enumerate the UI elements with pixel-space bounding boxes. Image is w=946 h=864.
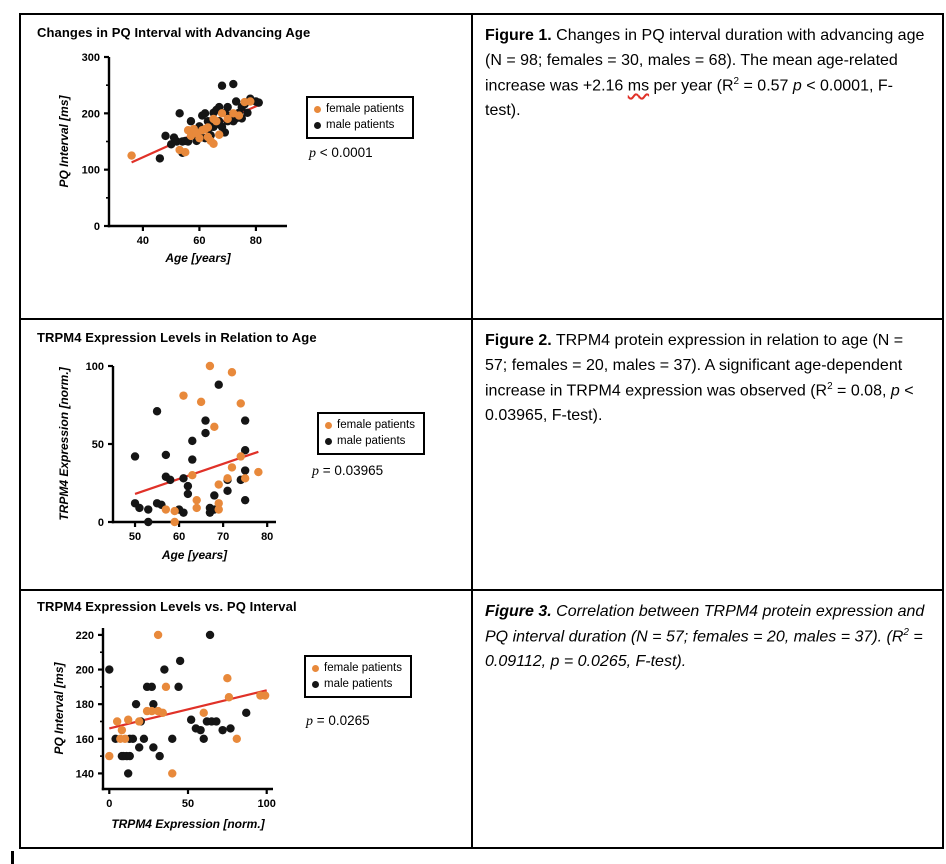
svg-text:200: 200	[75, 664, 94, 677]
chart2-title: TRPM4 Expression Levels in Relation to Age	[37, 330, 317, 345]
svg-text:80: 80	[261, 531, 274, 543]
svg-text:TRPM4 Expression [norm.]: TRPM4 Expression [norm.]	[57, 367, 71, 521]
svg-text:100: 100	[81, 164, 100, 177]
figure3-chart-cell	[21, 591, 473, 847]
legend-female-label: female patients	[326, 103, 404, 115]
figure2-caption[interactable]: Figure 2. TRPM4 protein expression in relation to age (N = 57; females = 20, males = 37). A significant age-dependent increase in TRPM4 expression was observed ($R^2 = 0.08$, p < 0.03965, F-test).	[473, 320, 942, 591]
female-dot-icon	[312, 665, 319, 672]
figure2-chart-cell	[21, 320, 473, 591]
svg-text:160: 160	[75, 733, 94, 746]
svg-text:100: 100	[257, 798, 276, 810]
svg-text:50: 50	[128, 531, 142, 543]
svg-text:300: 300	[81, 52, 100, 64]
chart1-p-value: p < 0.0001	[309, 145, 373, 161]
svg-text:70: 70	[217, 531, 230, 543]
chart1-scatter[interactable]	[54, 44, 299, 269]
legend-item-male	[325, 433, 415, 449]
legend-male-label: male patients	[326, 119, 395, 132]
chart3-legend	[304, 655, 412, 698]
male-dot-icon	[314, 122, 321, 129]
figures-table	[19, 13, 944, 849]
svg-text:80: 80	[249, 235, 263, 247]
figure3-caption[interactable]: Figure 3. Correlation between TRPM4 protein expression and PQ interval duration (N = 57; females = 20, males = 37). ($R^2 = 0.09112$, p = 0.0265, F-test).	[485, 603, 925, 670]
male-dot-icon	[312, 681, 319, 688]
svg-text:PQ Interval [ms]: PQ Interval [ms]	[52, 662, 66, 755]
svg-text:100: 100	[85, 361, 104, 373]
figure1-chart-cell	[21, 15, 473, 320]
legend-male-label: male patients	[337, 435, 406, 448]
svg-text:0: 0	[97, 517, 104, 529]
figure1-caption[interactable]: Figure 1. Changes in PQ interval duration with advancing age (N = 98; females = 30, males = 68). The mean age-related increase was +2.16 ms per year ($R^2 = 0.57$ p < 0.0001, F-test).	[473, 15, 942, 320]
male-dot-icon	[325, 438, 332, 445]
female-dot-icon	[314, 106, 321, 113]
legend-item-female	[314, 101, 404, 117]
svg-text:60: 60	[193, 235, 206, 247]
female-dot-icon	[325, 422, 332, 429]
svg-text:60: 60	[172, 531, 186, 543]
legend-item-male	[314, 117, 404, 133]
chart2-scatter[interactable]	[54, 351, 299, 566]
svg-text:Age [years]: Age [years]	[165, 251, 231, 265]
chart3-scatter[interactable]	[49, 620, 299, 835]
svg-text:50: 50	[91, 439, 104, 451]
svg-text:PQ Interval [ms]: PQ Interval [ms]	[57, 95, 71, 188]
svg-text:220: 220	[75, 629, 94, 642]
text-cursor	[11, 851, 14, 864]
chart2-legend	[317, 412, 425, 455]
svg-text:180: 180	[75, 699, 94, 712]
svg-text:Age [years]: Age [years]	[161, 548, 228, 562]
svg-text:50: 50	[181, 798, 195, 810]
legend-female-label: female patients	[337, 419, 415, 431]
legend-item-male	[312, 676, 402, 692]
svg-text:TRPM4 Expression [norm.]: TRPM4 Expression [norm.]	[111, 817, 265, 831]
chart3-p-value: p = 0.0265	[306, 713, 370, 729]
svg-text:0: 0	[93, 221, 100, 233]
legend-female-label: female patients	[324, 662, 402, 674]
chart3-title: TRPM4 Expression Levels vs. PQ Interval	[37, 599, 297, 614]
svg-text:40: 40	[136, 235, 150, 247]
svg-text:0: 0	[106, 798, 113, 810]
legend-item-female	[312, 660, 402, 676]
legend-male-label: male patients	[324, 678, 393, 691]
chart2-p-value: p = 0.03965	[312, 463, 384, 479]
legend-item-female	[325, 417, 415, 433]
chart1-legend	[306, 96, 414, 139]
svg-text:140: 140	[75, 768, 94, 781]
svg-text:200: 200	[81, 108, 100, 121]
chart1-title: Changes in PQ Interval with Advancing Age	[37, 25, 311, 40]
